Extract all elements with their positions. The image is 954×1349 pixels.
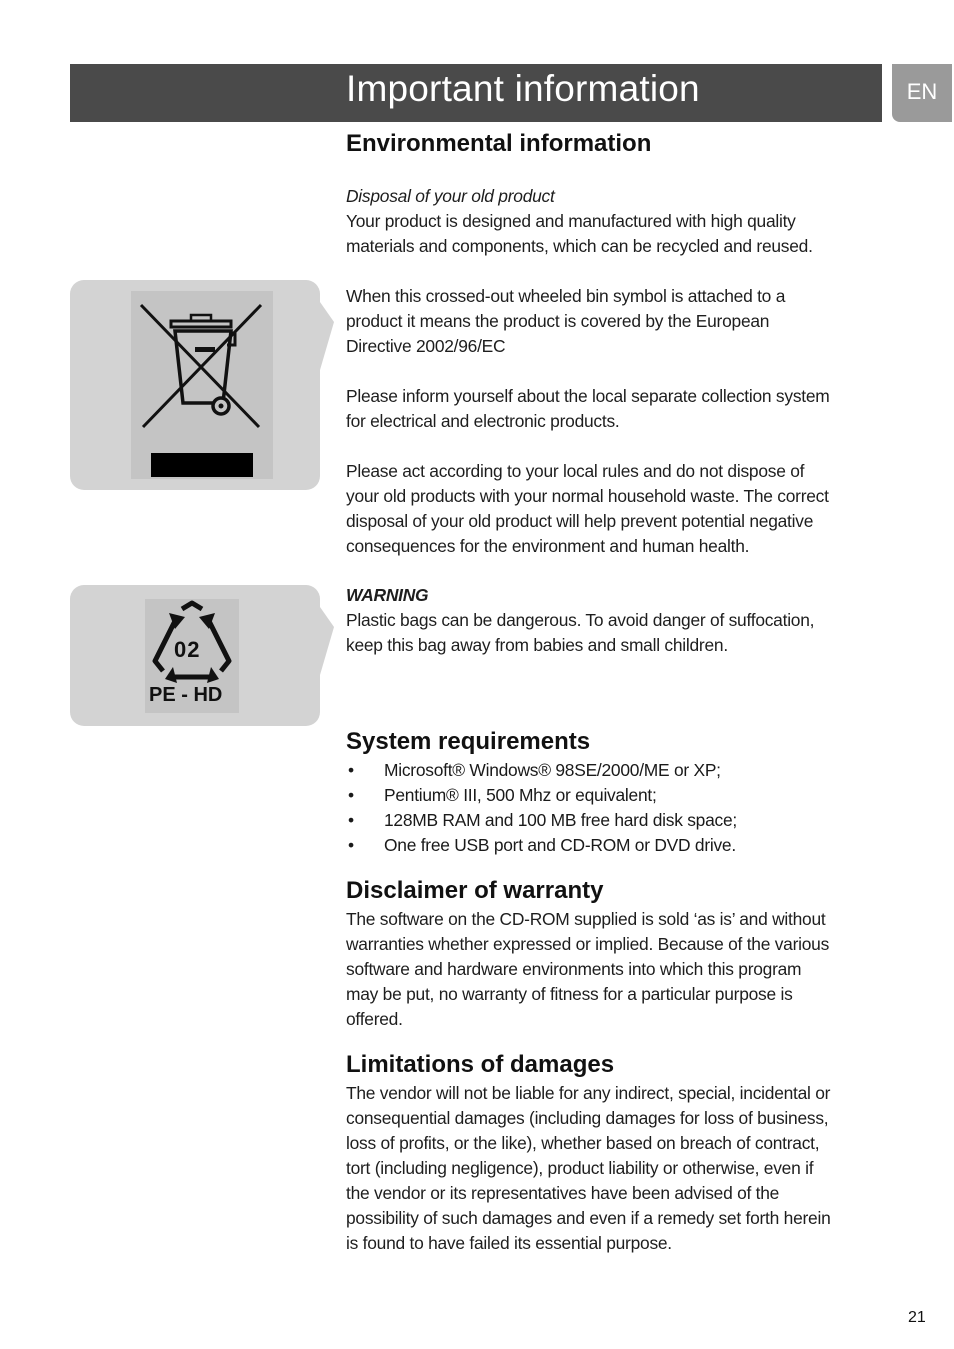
panel-pointer: [320, 302, 334, 370]
env-paragraph-4: Please act according to your local rules and do not dispose of your old products with your normal household waste. The correct disposal of your old product will help prevent potential negative consequences for the environment and human health.: [346, 461, 829, 556]
env-paragraph-1: Your product is designed and manufactured with high quality materials and components, which can be recycled and reused.: [346, 211, 813, 256]
crossed-out-wheeled-bin-icon: [131, 291, 273, 479]
panel-pointer: [320, 607, 334, 675]
weee-symbol-panel: [70, 280, 320, 490]
list-item: • Pentium® III, 500 Mhz or equivalent;: [348, 785, 657, 805]
disposal-subheading: Disposal of your old product: [346, 186, 555, 206]
list-item: • One free USB port and CD-ROM or DVD drive.: [348, 835, 736, 855]
environmental-heading: Environmental information: [346, 130, 652, 157]
env-paragraph-2: When this crossed-out wheeled bin symbol is attached to a product it means the product is covered by the European Directive 2002/96/EC: [346, 286, 786, 356]
disclaimer-heading: Disclaimer of warranty: [346, 877, 604, 904]
recycle-code: 02: [174, 637, 201, 662]
limitations-heading: Limitations of damages: [346, 1051, 615, 1078]
language-tab: EN: [892, 64, 952, 122]
list-item: • Microsoft® Windows® 98SE/2000/ME or XP;: [348, 760, 721, 780]
system-requirements-list: [346, 758, 886, 858]
main-content: [346, 128, 886, 1256]
system-requirements-heading: System requirements: [346, 728, 591, 755]
recycle-symbol-panel: [70, 585, 320, 726]
page-title: Important information: [346, 68, 700, 109]
recycle-material: PE - HD: [149, 684, 223, 706]
title-bar: [70, 64, 882, 122]
list-item: • 128MB RAM and 100 MB free hard disk space;: [348, 810, 737, 830]
page-number: 21: [908, 1309, 926, 1326]
warning-text: Plastic bags can be dangerous. To avoid danger of suffocation, keep this bag away from babies and small children.: [346, 610, 815, 655]
env-paragraph-3: Please inform yourself about the local separate collection system for electrical and electronic products.: [346, 386, 830, 431]
warning-label: WARNING: [346, 585, 429, 605]
disclaimer-text: The software on the CD-ROM supplied is sold ‘as is’ and without warranties whether expressed or implied. Because of the various software and hardware environments into which this program may be put, no warranty of fitness for a particular purpose is offered.: [346, 909, 830, 1029]
limitations-text: The vendor will not be liable for any indirect, special, incidental or consequential damages (including damages for loss of business, loss of profits, or the like), whether based on breach of contract, tort (including negligence), product liability or otherwise, even if the vendor or its representatives have been advised of the possibility of such damages and even if a remedy set forth herein is found to have failed its essential purpose.: [346, 1083, 831, 1253]
